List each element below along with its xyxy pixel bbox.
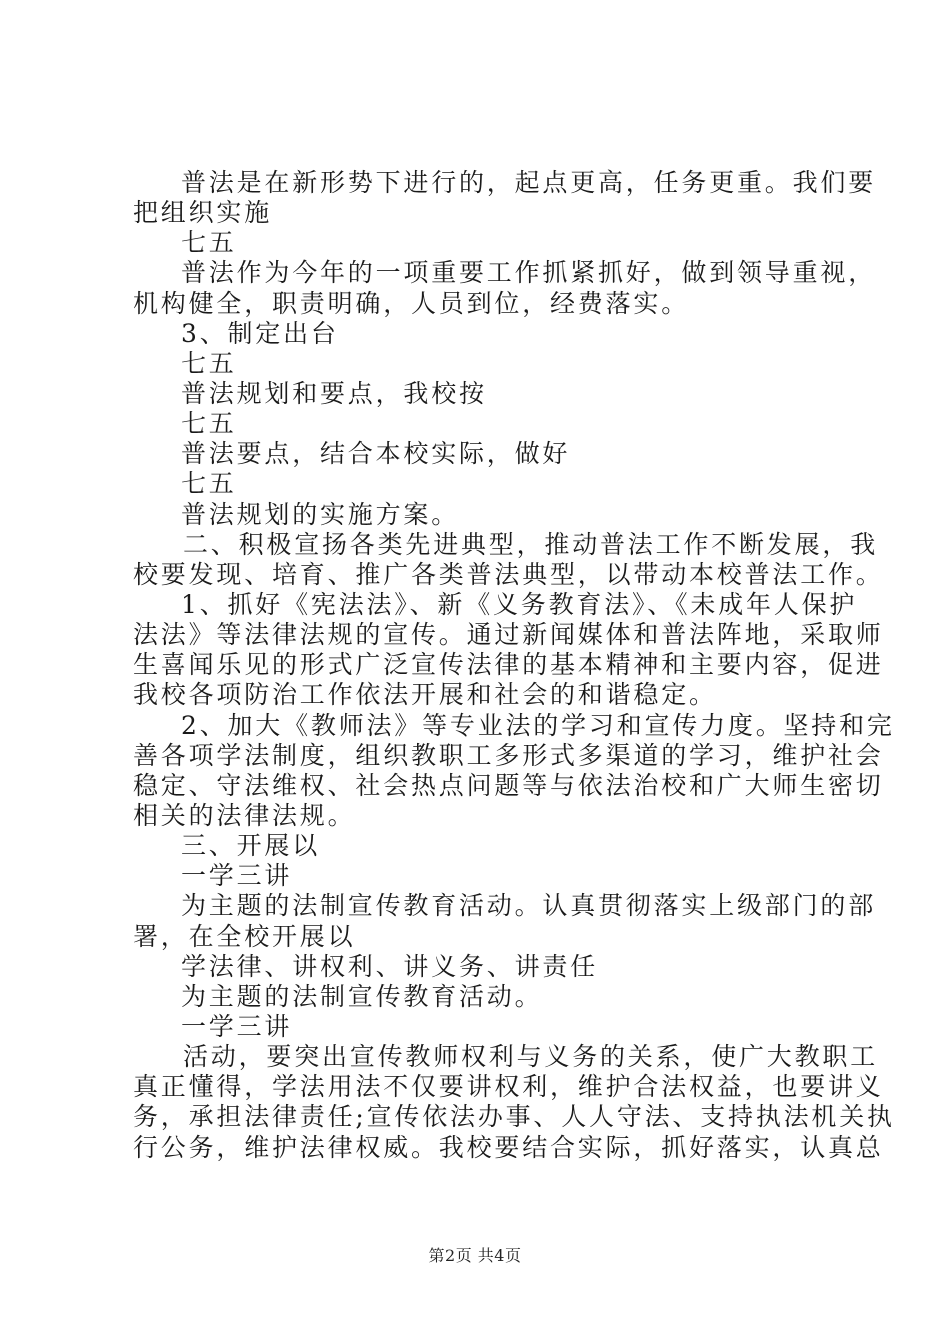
text-line: 普法规划的实施方案。: [181, 499, 460, 529]
text-line: 一学三讲: [181, 1011, 293, 1041]
document-body: [133, 168, 895, 1163]
text-line: 法法》等法律法规的宣传。通过新闻媒体和普法阵地，采取师: [133, 620, 884, 650]
text-line: 2、加大《教师法》等专业法的学习和宣传力度。坚持和完: [181, 710, 895, 740]
text-line: 活动，要突出宣传教师权利与义务的关系，使广大教职工: [183, 1042, 879, 1072]
text-line: 普法规划和要点，我校按: [181, 378, 487, 408]
text-line: 署，在全校开展以: [133, 921, 356, 951]
text-line: 把组织实施: [133, 198, 273, 228]
text-line: 七五: [181, 469, 237, 499]
text-line: 务，承担法律责任;宣传依法办事、人人守法、支持执法机关执: [133, 1102, 895, 1132]
text-line: 普法是在新形势下进行的，起点更高，任务更重。我们要: [181, 168, 877, 197]
page-number-label: 第2页 共4页: [428, 1246, 522, 1265]
text-line: 一学三讲: [181, 861, 293, 891]
text-line: 校要发现、培育、推广各类普法典型，以带动本校普法工作。: [133, 559, 884, 589]
text-line: 真正懂得，学法用法不仅要讲权利，维护合法权益，也要讲义: [133, 1072, 884, 1102]
text-line: 为主题的法制宣传教育活动。认真贯彻落实上级部门的部: [181, 891, 877, 921]
text-line: 稳定、守法维权、社会热点问题等与依法治校和广大师生密切: [133, 770, 884, 800]
text-line: 善各项学法制度，组织教职工多形式多渠道的学习，维护社会: [133, 740, 884, 770]
text-line: 机构健全，职责明确，人员到位，经费落实。: [133, 288, 690, 318]
text-line: 我校各项防治工作依法开展和社会的和谐稳定。: [133, 680, 717, 710]
text-line: 七五: [181, 409, 237, 439]
text-line: 三、开展以: [181, 831, 321, 861]
text-line: 生喜闻乐见的形式广泛宣传法律的基本精神和主要内容，促进: [133, 650, 884, 680]
text-line: 普法作为今年的一项重要工作抓紧抓好，做到领导重视，: [181, 258, 877, 288]
text-line: 七五: [181, 228, 237, 258]
text-line: 学法律、讲权利、讲义务、讲责任: [181, 951, 599, 981]
text-line: 3、制定出台: [181, 318, 339, 348]
text-line: 普法要点，结合本校实际，做好: [181, 439, 571, 469]
text-line: 二、积极宣扬各类先进典型，推动普法工作不断发展，我: [183, 529, 879, 559]
text-line: 为主题的法制宣传教育活动。: [181, 981, 543, 1011]
text-line: 相关的法律法规。: [133, 800, 356, 830]
text-line: 行公务，维护法律权威。我校要结合实际，抓好落实，认真总: [133, 1132, 884, 1162]
text-line: 1、抓好《宪法法》、新《义务教育法》、《未成年人保护: [181, 589, 858, 619]
page-footer: [0, 1243, 950, 1266]
text-line: 七五: [181, 348, 237, 378]
